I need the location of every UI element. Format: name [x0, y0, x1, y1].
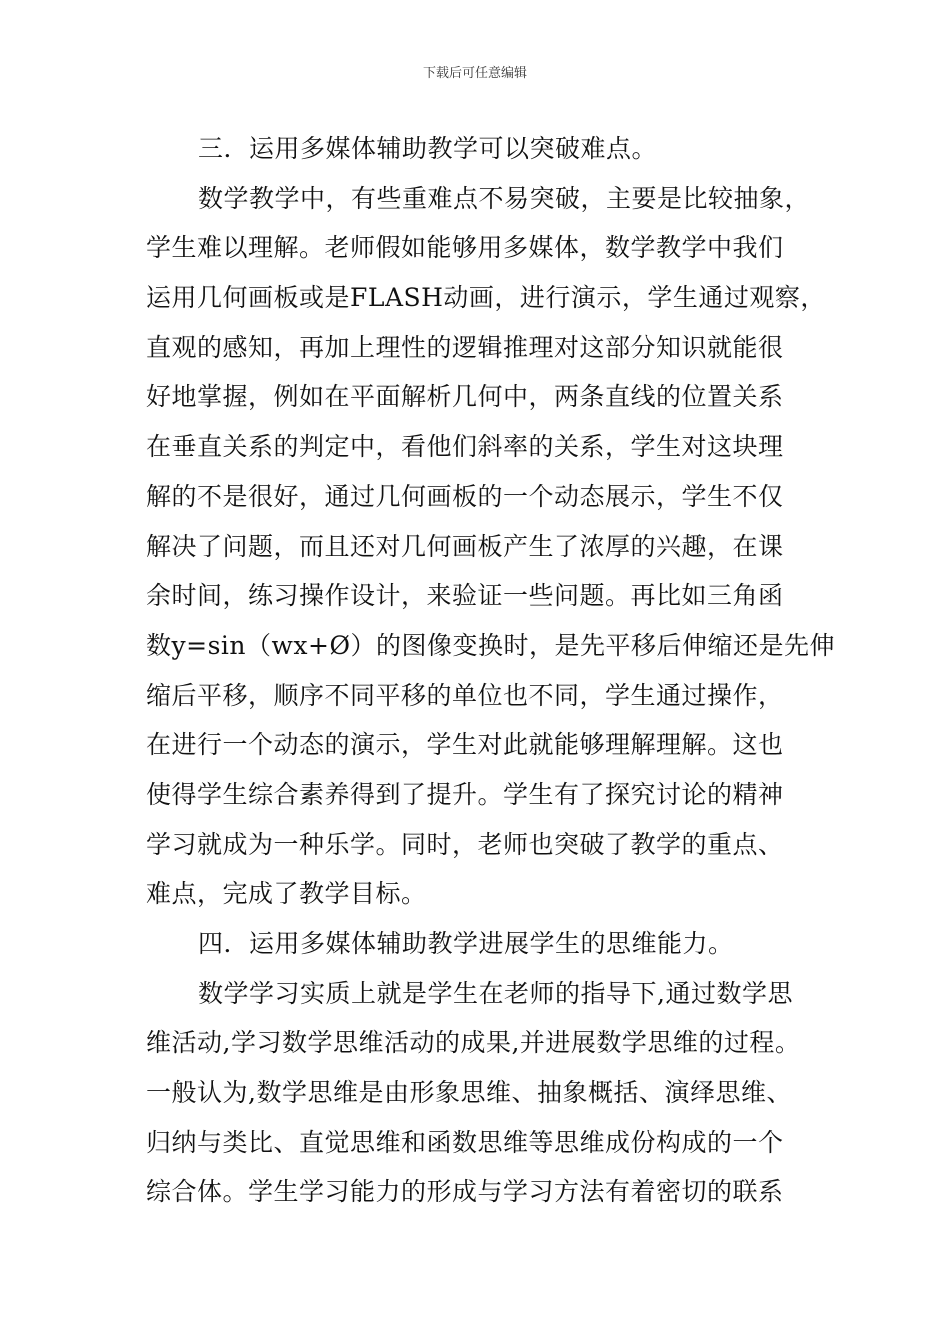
- paragraph-line: 学生难以理解。老师假如能够用多媒体，数学教学中我们: [146, 233, 784, 263]
- paragraph-line: 数学教学中，有些重难点不易突破，主要是比较抽象，: [198, 183, 811, 213]
- document-body: [146, 124, 836, 1217]
- paragraph-line: 数y=sin（wx+Ø）的图像变换时，是先平移后伸缩还是先伸: [146, 630, 835, 660]
- paragraph-line: 归纳与类比、直觉思维和函数思维等思维成份构成的一个: [146, 1127, 784, 1157]
- paragraph-line: 难点，完成了教学目标。: [146, 879, 427, 909]
- section-heading-3: 三．运用多媒体辅助教学可以突破难点。: [198, 134, 658, 163]
- paragraph-line: 解决了问题，而且还对几何画板产生了浓厚的兴趣，在课: [146, 531, 784, 561]
- paragraph-line: 一般认为,数学思维是由形象思维、抽象概括、演绎思维、: [146, 1078, 792, 1108]
- paragraph-line: 余时间，练习操作设计，来验证一些问题。再比如三角函: [146, 581, 784, 611]
- paragraph-line: 在垂直关系的判定中，看他们斜率的关系，学生对这块理: [146, 432, 784, 462]
- paragraph-line: 使得学生综合素养得到了提升。学生有了探究讨论的精神: [146, 779, 784, 809]
- page-header: 下载后可任意编辑: [422, 66, 527, 81]
- paragraph-line: 直观的感知，再加上理性的逻辑推理对这部分知识就能很: [146, 332, 784, 362]
- paragraph-line: 在进行一个动态的演示，学生对此就能够理解理解。这也: [146, 730, 784, 760]
- paragraph-line: 综合体。学生学习能力的形成与学习方法有着密切的联系: [146, 1177, 784, 1207]
- paragraph-line: 数学学习实质上就是学生在老师的指导下,通过数学思: [198, 978, 793, 1008]
- paragraph-line: 好地掌握，例如在平面解析几何中，两条直线的位置关系: [146, 382, 784, 412]
- paragraph-line: 缩后平移，顺序不同平移的单位也不同，学生通过操作，: [146, 680, 784, 710]
- section-heading-4: 四．运用多媒体辅助教学进展学生的思维能力。: [198, 929, 734, 958]
- paragraph-line: 学习就成为一种乐学。同时，老师也突破了教学的重点、: [146, 829, 784, 859]
- paragraph-line: 解的不是很好，通过几何画板的一个动态展示，学生不仅: [146, 481, 784, 511]
- paragraph-line: 运用几何画板或是FLASH动画，进行演示，学生通过观察，: [146, 283, 826, 313]
- paragraph-line: 维活动,学习数学思维活动的成果,并进展数学思维的过程。: [146, 1028, 801, 1058]
